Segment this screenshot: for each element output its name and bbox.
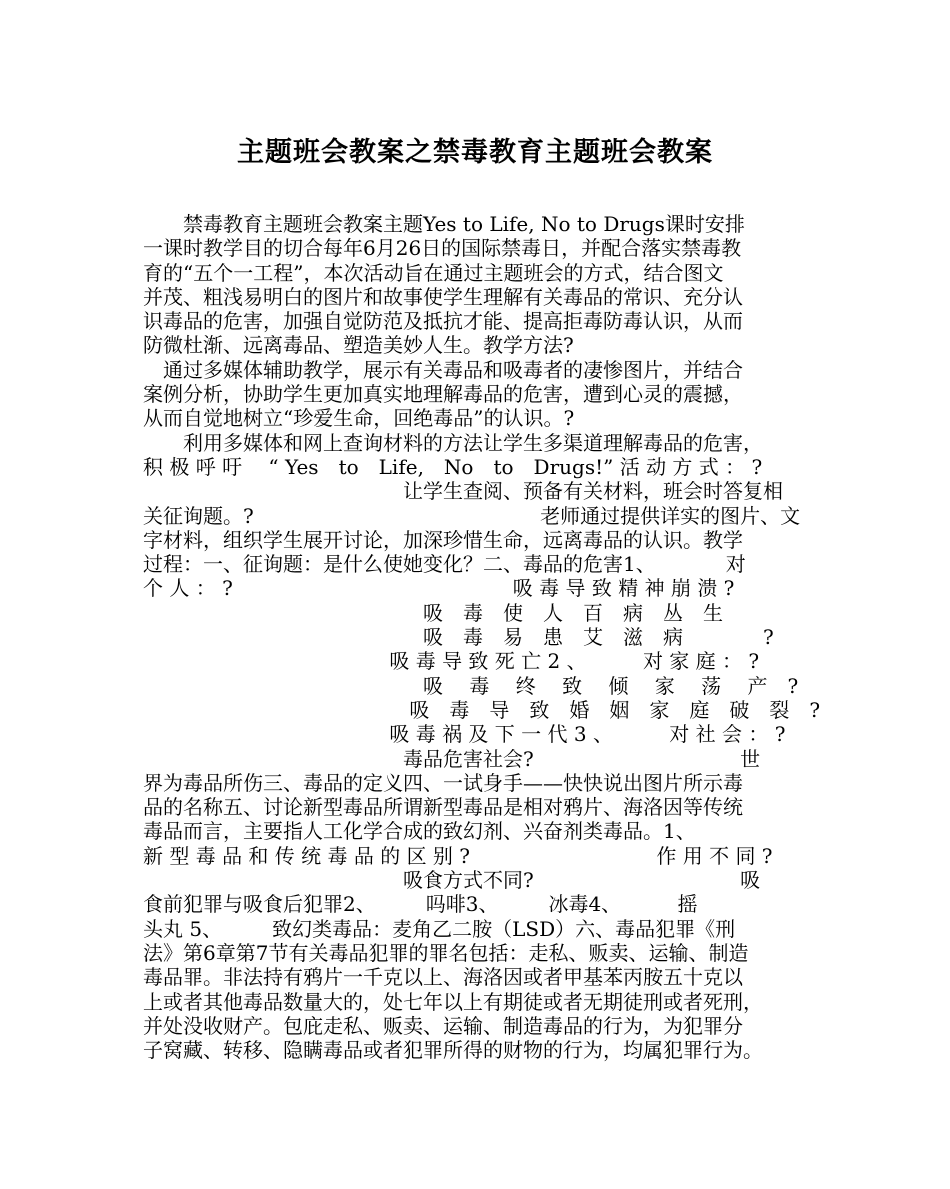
body-line: 头丸 5、 致幻类毒品：麦角乙二胺（LSD）六、毒品犯罪《刑 bbox=[143, 916, 736, 941]
body-line: 吸 毒 祸 及 下 一 代 3 、 对 社 会 ： ? bbox=[143, 722, 786, 747]
body-line: 个 人 ： ? 吸 毒 导 致 精 神 崩 溃 ? bbox=[143, 576, 735, 601]
body-line: 过程：一、征询题：是什么使她变化？二、毒品的危害1、 对 bbox=[143, 552, 746, 577]
body-line: 法》第6章第7节有关毒品犯罪的罪名包括：走私、贩卖、运输、制造 bbox=[143, 940, 749, 965]
document-body bbox=[143, 212, 828, 1062]
body-line: 子窝藏、转移、隐瞒毒品或者犯罪所得的财物的行为，均属犯罪行为。 bbox=[143, 1038, 763, 1063]
document-title: 主题班会教案之禁毒教育主题班会教案 bbox=[237, 137, 713, 168]
body-line: 积 极 呼 吁 “ Yes to Life, No to Drugs!” 活 动 方 式 ： ? bbox=[143, 454, 763, 479]
body-line: 一课时教学目的切合每年6月26日的国际禁毒日，并配合落实禁毒教 bbox=[143, 236, 742, 261]
body-line: 育的“五个一工程”，本次活动旨在通过主题班会的方式，结合图文 bbox=[143, 260, 724, 285]
body-line: 界为毒品所伤三、毒品的定义四、一试身手——快快说出图片所示毒 bbox=[143, 770, 743, 795]
body-line: 新 型 毒 品 和 传 统 毒 品 的 区 别 ? 作 用 不 同 ? bbox=[143, 843, 773, 868]
body-line: 并处没收财产。包庇走私、贩卖、运输、制造毒品的行为，为犯罪分 bbox=[143, 1013, 743, 1038]
body-line: 食前犯罪与吸食后犯罪2、 吗啡3、 冰毒4、 摇 bbox=[143, 892, 698, 917]
body-line: 毒品危害社会? 世 bbox=[143, 746, 761, 771]
body-line: 吸 毒 导 致 死 亡 2 、 对 家 庭 ： ? bbox=[143, 649, 760, 674]
body-line: 让学生查阅、预备有关材料，班会时答复相 bbox=[143, 479, 783, 504]
body-line: 并茂、粗浅易明白的图片和故事使学生理解有关毒品的常识、充分认 bbox=[143, 284, 743, 309]
body-line: 防微杜渐、远离毒品、塑造美妙人生。教学方法? bbox=[143, 333, 574, 358]
body-line: 品的名称五、讨论新型毒品所谓新型毒品是相对鸦片、海洛因等传统 bbox=[143, 795, 743, 820]
body-line: 通过多媒体辅助教学，展示有关毒品和吸毒者的凄惨图片，并结合 bbox=[143, 357, 743, 382]
body-line: 上或者其他毒品数量大的，处七年以上有期徒或者无期徒刑或者死刑， bbox=[143, 989, 763, 1014]
body-line: 毒品罪。非法持有鸦片一千克以上、海洛因或者甲基苯丙胺五十克以 bbox=[143, 965, 743, 990]
body-line: 字材料，组织学生展开讨论，加深珍惜生命，远离毒品的认识。教学 bbox=[143, 527, 743, 552]
body-line: 禁毒教育主题班会教案主题Yes to Life, No to Drugs课时安排 bbox=[143, 212, 745, 236]
body-line: 案例分析，协助学生更加真实地理解毒品的危害，遭到心灵的震撼， bbox=[143, 382, 743, 407]
body-line: 关征询题。? 老师通过提供详实的图片、文 bbox=[143, 503, 801, 528]
body-line: 毒品而言，主要指人工化学合成的致幻剂、兴奋剂类毒品。1、 bbox=[143, 819, 696, 844]
body-line: 吸食方式不同? 吸 bbox=[143, 868, 761, 893]
body-line: 吸 毒 终 致 倾 家 荡 产 ? bbox=[143, 673, 799, 698]
body-line: 从而自觉地树立“珍爱生命，回绝毒品”的认识。? bbox=[143, 406, 575, 431]
body-line: 吸 毒 易 患 艾 滋 病 ? bbox=[143, 625, 774, 650]
body-line: 吸 毒 使 人 百 病 丛 生 bbox=[143, 600, 783, 625]
body-line: 利用多媒体和网上查询材料的方法让学生多渠道理解毒品的危害， bbox=[143, 430, 763, 455]
body-line: 识毒品的危害，加强自觉防范及抵抗才能、提高拒毒防毒认识，从而 bbox=[143, 309, 743, 334]
body-line: 吸 毒 导 致 婚 姻 家 庭 破 裂 ? bbox=[143, 697, 821, 722]
